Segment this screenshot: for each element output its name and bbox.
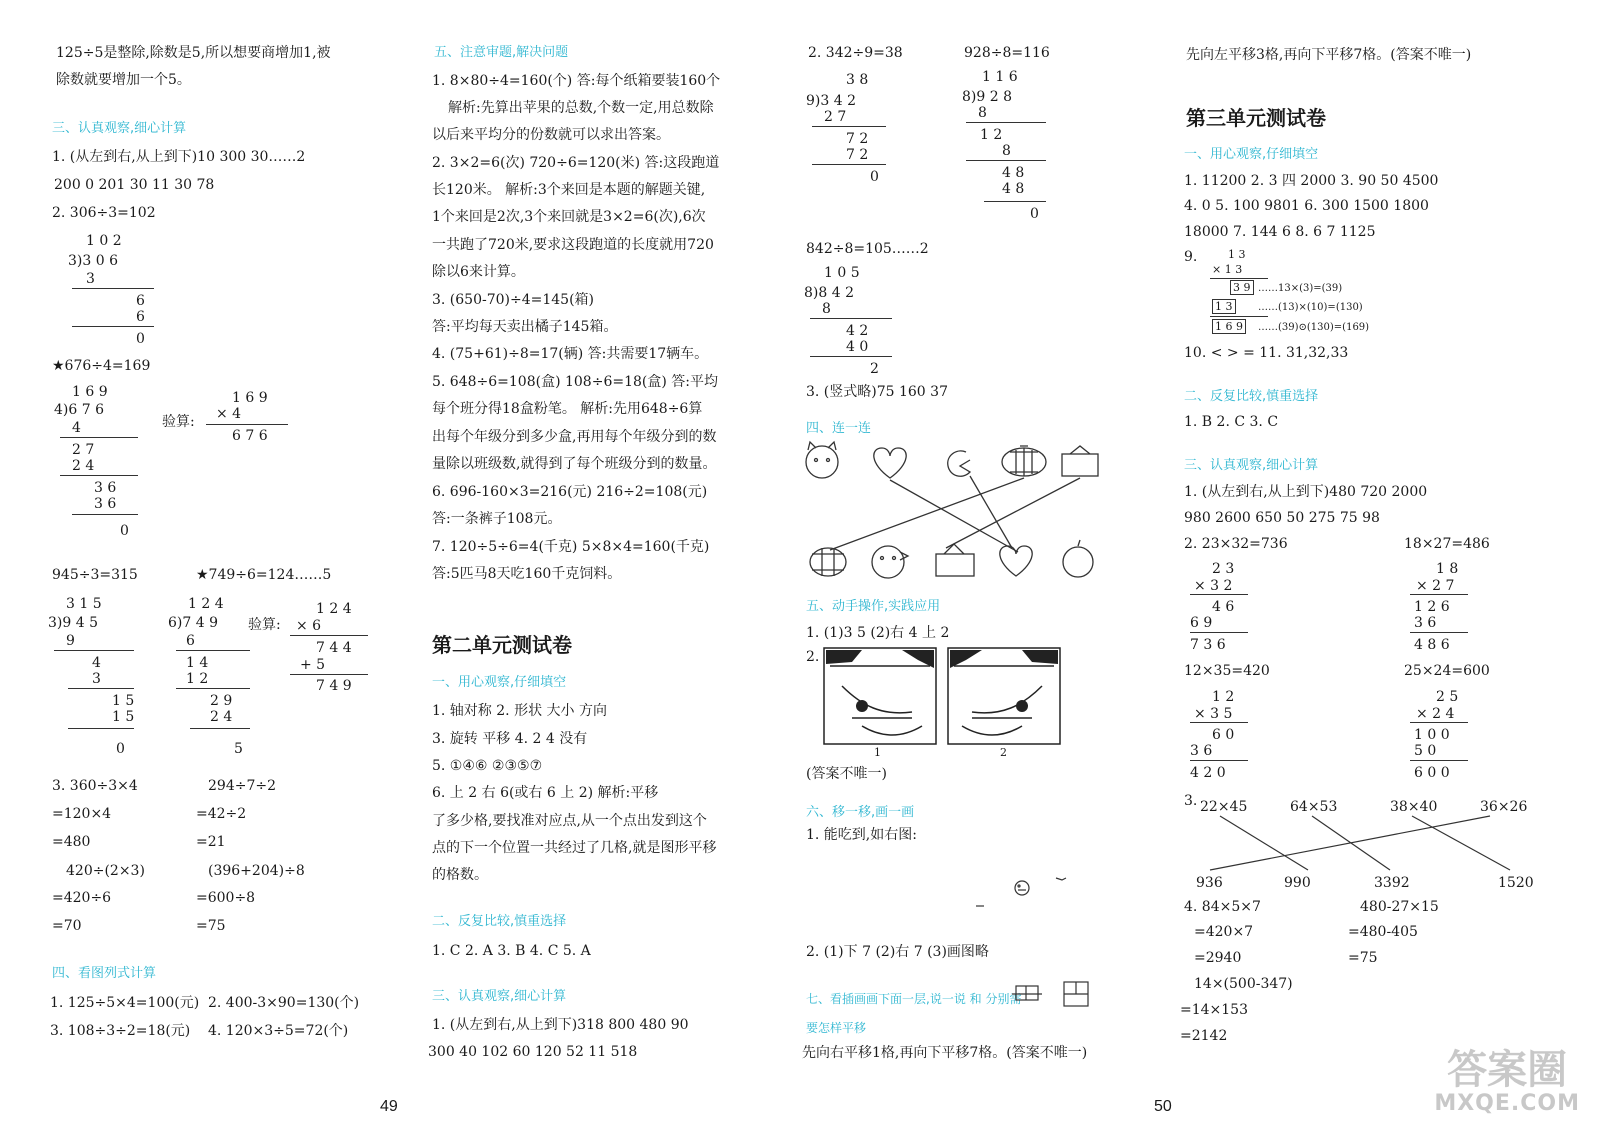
remainder: 0 [116,741,125,757]
quotient: 3 8 [846,72,869,88]
text-line: 125÷5是整除,除数是5,所以想要商增加1,被 [56,45,331,61]
watermark-logo [1434,1048,1580,1116]
watermark-url: MXQE.COM [1434,1091,1580,1116]
match-expression: 36×26 [1480,799,1528,815]
answer-line: 5. 648÷6=108(盒) 108÷6=18(盒) 答:平均 [432,374,718,390]
answer-line: 6. 696-160×3=216(元) 216÷2=108(元) [432,484,708,500]
section-heading: 一、用心观察,仔细填空 [432,675,567,690]
section-heading: 二、反复比较,慎重选择 [432,914,567,929]
answer-line: ★676÷4=169 [52,358,151,374]
product: 7 3 6 [1190,637,1226,653]
answer-line: =75 [196,918,226,934]
rule [1410,760,1468,761]
answer-line: 10. < > = 11. 31,32,33 [1184,345,1349,361]
step: 4 2 [846,323,869,339]
division-rule [190,728,250,729]
section-heading: 三、认真观察,细心计算 [432,989,567,1004]
answer-line: 980 2600 650 50 275 75 98 [1184,510,1380,526]
match-line [1220,816,1308,870]
section-heading: 六、移一移,画一画 [806,805,915,820]
section-heading: 三、认真观察,细心计算 [52,121,187,136]
dividend: 6)7 4 9 [168,615,218,631]
answer-line: 答:5匹马8天吃160千克饲料。 [432,566,622,582]
sum: 7 4 9 [316,678,352,694]
answer-line: 3. 360÷3×4 [52,778,138,794]
partial-product: 1 3 [1212,299,1236,314]
division-rule [812,164,886,165]
answer-line: =14×153 [1180,1002,1248,1018]
answer-line: 1. C 2. A 3. B 4. C 5. A [432,943,591,959]
product: 4 8 6 [1414,637,1450,653]
answer-line: 3. [1184,793,1198,809]
unit-test-title: 第二单元测试卷 [432,633,572,657]
swing-picture [822,646,1062,746]
division-rule [812,126,886,127]
unit-test-title: 第三单元测试卷 [1186,106,1326,130]
answer-line: 25×24=600 [1404,663,1490,679]
answer-line: 1. (从左到右,从上到下)10 300 30……2 [52,149,306,165]
division-rule [176,688,250,689]
factor: 2 3 [1212,561,1235,577]
matching-lines [1190,814,1530,874]
lantern-icon [810,548,846,576]
step: 3 [92,671,101,687]
partial-product: 6 9 [1190,615,1213,631]
answer-line: 2. 23×32=736 [1184,536,1288,552]
step: 2 7 [824,109,847,125]
step: 2 4 [72,458,95,474]
answer-line: 答:平均每天卖出橘子145箱。 [432,319,618,335]
answer-line: =2142 [1180,1028,1228,1044]
quotient: 3 1 5 [66,596,102,612]
answer-line: =42÷2 [196,806,247,822]
step: 6 [136,293,145,309]
factor: × 6 [296,618,322,634]
division-rule [72,326,154,327]
division-rule [810,318,892,319]
answer-line: =420×7 [1194,924,1254,940]
factor: × 2 4 [1416,706,1455,722]
dividend: 8)9 2 8 [962,89,1012,105]
dividend: 4)6 7 6 [54,402,104,418]
match-expression: 64×53 [1290,799,1338,815]
check-label: 验算: [248,617,281,633]
factor: 1 2 4 [316,601,352,617]
rule [290,635,368,636]
division-rule [984,201,1046,202]
step: 2 4 [210,709,233,725]
division-rule [60,437,138,438]
remainder: 0 [120,523,129,539]
step: 3 [86,271,95,287]
cat-face-icon [872,546,908,578]
factor: × 4 [216,406,242,422]
division-rule [966,160,1046,161]
division-rule [68,728,134,729]
answer-line: 9. [1184,249,1198,265]
answer-line: 12×35=420 [1184,663,1270,679]
step: 4 [72,420,81,436]
remainder: 0 [136,331,145,347]
answer-line: 1. B 2. C 3. C [1184,414,1279,430]
answer-line: 200 0 201 30 11 30 78 [54,177,215,193]
answer-line: 量除以班级数,就得到了每个班级分到的数量。 [432,456,717,472]
section-heading: 要怎样平移 [806,1021,867,1035]
factor: 2 5 [1436,689,1459,705]
answer-line: =120×4 [52,806,112,822]
step: 4 [92,655,101,671]
remainder: 0 [1030,206,1039,222]
answer-line: 除以6来计算。 [432,264,525,280]
section-heading: 五、动手操作,实践应用 [806,599,941,614]
answer-line: 1. 11200 2. 3 四 2000 3. 90 50 4500 [1184,173,1439,189]
rule [290,674,368,675]
factor: × 3 2 [1194,578,1233,594]
answer-line: 300 40 102 60 120 52 11 518 [428,1044,638,1060]
remainder: 0 [870,169,879,185]
quotient: 1 1 6 [982,69,1018,85]
match-value: 1520 [1498,875,1534,891]
partial-product: 1 2 6 [1414,599,1450,615]
rule [1410,594,1468,595]
partial-product: 3 9 [1230,280,1254,295]
answer-line: ★749÷6=124……5 [196,567,332,583]
factor: 1 6 9 [232,390,268,406]
partial-product: 1 0 0 [1414,727,1450,743]
quotient: 1 2 4 [188,596,224,612]
division-rule [54,650,134,651]
step: 3 6 [94,480,117,496]
quotient: 1 0 5 [824,265,860,281]
dividend: 9)3 4 2 [806,93,856,109]
match-line [1412,816,1510,870]
factor: × 1 3 [1212,263,1243,276]
answer-line: 1. (从左到右,从上到下)480 720 2000 [1184,484,1428,500]
answer-line: 18000 7. 144 6 8. 6 7 1125 [1184,224,1376,240]
step: 6 [186,633,195,649]
page-number-right: 50 [1154,1098,1172,1115]
section-heading: 四、看图列式计算 [52,966,157,981]
product: 7 4 4 [316,640,352,656]
product: 1 6 9 [1212,319,1246,334]
match-line [890,480,1018,552]
partial-product: 3 6 [1190,743,1213,759]
rule [1210,278,1268,279]
answer-line: 1. 8×80÷4=160(个) 答:每个纸箱要装160个 [432,73,721,89]
division-rule [60,475,138,476]
answer-line: 先向右平移1格,再向下平移7格。(答案不唯一) [802,1045,1088,1061]
answer-line: 3. 旋转 平移 4. 2 4 没有 [432,731,588,747]
step: 8 [822,301,831,317]
flag-box-icon [1062,446,1098,476]
answer-line: 842÷8=105……2 [806,241,929,257]
remainder: 5 [234,741,243,757]
answer-line: 每个班分得18盒粉笔。 解析:先用648÷6算 [432,401,703,417]
dividend: 3)9 4 5 [48,615,98,631]
fish-icon [970,872,1070,912]
step: 2 9 [210,693,233,709]
cat-face-icon [806,442,838,478]
step: 7 2 [846,131,869,147]
division-rule [810,356,892,357]
section-heading: 四、连一连 [806,421,872,436]
note: ……(39)⊙(130)=(169) [1258,322,1370,333]
step: 8 [978,105,987,121]
factor: × 3 5 [1194,706,1233,722]
step: 4 8 [1002,165,1025,181]
section-heading: 七、看插画画下面一层,说一说 和 分别需 [806,992,1022,1006]
step: 1 5 [112,709,135,725]
note: ……(13)×(10)=(130) [1258,302,1363,313]
match-value: 3392 [1374,875,1410,891]
answer-line: 先向左平移3格,再向下平移7格。(答案不唯一) [1186,47,1472,63]
answer-line: 1. 轴对称 2. 形状 大小 方向 [432,703,607,719]
answer-line: 2. [806,649,820,665]
division-rule [72,288,154,289]
answer-line: 3. (竖式略)75 160 37 [806,384,948,400]
answer-line: 945÷3=315 [52,567,138,583]
partial-product: 5 0 [1414,743,1437,759]
answer-line: =600÷8 [196,890,256,906]
answer-line: 3. 108÷3÷2=18(元) [50,1023,191,1039]
answer-line: 14×(500-347) [1194,976,1293,992]
flag-box-icon [936,544,974,576]
quotient: 1 0 2 [86,233,122,249]
product: 4 2 0 [1190,765,1226,781]
answer-line: 480-27×15 [1360,899,1439,915]
answer-line: 4. 120×3÷5=72(个) [208,1023,349,1039]
match-value: 936 [1196,875,1223,891]
step: 1 2 [186,671,209,687]
dividend: 8)8 4 2 [804,285,854,301]
note: ……13×(3)=(39) [1258,283,1343,294]
answer-line: 的格数。 [432,867,488,883]
answer-line: 1. (从左到右,从上到下)318 800 480 90 [432,1017,689,1033]
step: 7 2 [846,147,869,163]
match-value: 990 [1284,875,1311,891]
answer-line: 5. ①④⑥ ②③⑤⑦ [432,758,543,774]
product: 6 0 0 [1414,765,1450,781]
rule [206,424,288,425]
answer-line: 18×27=486 [1404,536,1490,552]
answer-line: 点的下一个位置一共经过了几格,就是图形平移 [432,840,717,856]
dividend: 3)3 0 6 [68,253,118,269]
answer-line: =420÷6 [52,890,112,906]
text-line: 除数就要增加一个5。 [56,72,191,88]
shape-pieces-icon [1012,980,1096,1008]
section-heading: 三、认真观察,细心计算 [1184,458,1319,473]
step: 9 [66,633,75,649]
picture-label: 1 [874,746,881,759]
answer-line: 2. 306÷3=102 [52,205,156,221]
answer-line: 解析:先算出苹果的总数,个数一定,用总数除 [448,100,714,116]
rule [1410,632,1468,633]
quotient: 1 6 9 [72,384,108,400]
picture-label: 2 [1000,746,1007,759]
step: 1 2 [980,127,1003,143]
partial-product: 3 6 [1414,615,1437,631]
step: 1 4 [186,655,209,671]
step: 6 [136,309,145,325]
rotated-shape-icon [948,451,970,476]
answer-line: (答案不唯一) [806,766,887,782]
answer-line: 6. 上 2 右 6(或右 6 上 2) 解析:平移 [432,785,659,801]
lantern-icon [1002,446,1046,476]
answer-line: 长120米。 解析:3个来回是本题的解题关键, [432,182,706,198]
step: 2 7 [72,442,95,458]
answer-line: =480-405 [1348,924,1418,940]
rule [1190,594,1248,595]
match-line [946,478,1080,548]
page-number-left: 49 [380,1098,398,1115]
answer-line: 3. (650-70)÷4=145(箱) [432,292,595,308]
answer-line: 出每个年级分到多少盒,再用每个年级分到的数 [432,429,717,445]
section-heading: 二、反复比较,慎重选择 [1184,389,1319,404]
step: 4 8 [1002,181,1025,197]
step: 1 5 [112,693,135,709]
answer-line: 294÷7÷2 [208,778,276,794]
factor: × 2 7 [1416,578,1455,594]
answer-line: 4. 0 5. 100 9801 6. 300 1500 1800 [1184,198,1429,214]
answer-line: 4. (75+61)÷8=17(辆) 答:共需要17辆车。 [432,346,709,362]
division-rule [72,514,138,515]
answer-line: =75 [1348,950,1378,966]
answer-line: =70 [52,918,82,934]
answer-line: (396+204)÷8 [208,863,305,879]
answer-line: 1. (1)3 5 (2)右 4 上 2 [806,625,950,641]
answer-line: 1个来回是2次,3个来回就是3×2=6(次),6次 [432,209,706,225]
rule [1410,722,1468,723]
answer-line: 420÷(2×3) [66,863,145,879]
partial-product: 6 0 [1212,727,1235,743]
section-heading: 五、注意审题,解决问题 [434,45,569,60]
apple-icon [1063,540,1093,577]
answer-line: 2. 3×2=6(次) 720÷6=120(米) 答:这段跑道 [432,155,720,171]
matching-diagram [800,440,1110,590]
partial-product: 4 6 [1212,599,1235,615]
factor: 1 3 [1228,248,1246,261]
answer-line: 2. 400-3×90=130(个) [208,995,360,1011]
answer-line: =21 [196,834,226,850]
answer-line: =2940 [1194,950,1242,966]
answer-line: 1. 能吃到,如右图: [806,827,917,843]
step: 8 [1002,143,1011,159]
division-rule [176,650,250,651]
product: 6 7 6 [232,428,268,444]
step: 4 0 [846,339,869,355]
remainder: 2 [870,361,879,377]
match-expression: 38×40 [1390,799,1438,815]
heart-icon [874,448,906,478]
rule [1190,632,1248,633]
answer-line: 一共跑了720米,要求这段跑道的长度就用720 [432,237,714,253]
answer-line: 了多少格,要找准对应点,从一个点出发到这个 [432,813,707,829]
answer-line: 2. 342÷9=38 [808,45,903,61]
answer-line: 2. (1)下 7 (2)右 7 (3)画图略 [806,944,989,960]
addend: + 5 [300,657,326,673]
rule [1190,722,1248,723]
rule [1190,760,1248,761]
match-expression: 22×45 [1200,799,1248,815]
answer-line: 答:一条裤子108元。 [432,511,562,527]
division-rule [966,122,1046,123]
factor: 1 8 [1436,561,1459,577]
check-label: 验算: [162,414,195,430]
division-rule [68,688,134,689]
step: 3 6 [94,496,117,512]
answer-line: =480 [52,834,91,850]
answer-line: 7. 120÷5÷6=4(千克) 5×8×4=160(千克) [432,539,710,555]
answer-line: 以后来平均分的份数就可以求出答案。 [432,127,670,143]
match-line [1210,816,1490,870]
section-heading: 一、用心观察,仔细填空 [1184,147,1319,162]
factor: 1 2 [1212,689,1235,705]
answer-line: 1. 125÷5×4=100(元) [50,995,200,1011]
answer-line: 928÷8=116 [964,45,1050,61]
watermark-text: 答案圈 [1447,1047,1568,1093]
answer-line: 4. 84×5×7 [1184,899,1261,915]
